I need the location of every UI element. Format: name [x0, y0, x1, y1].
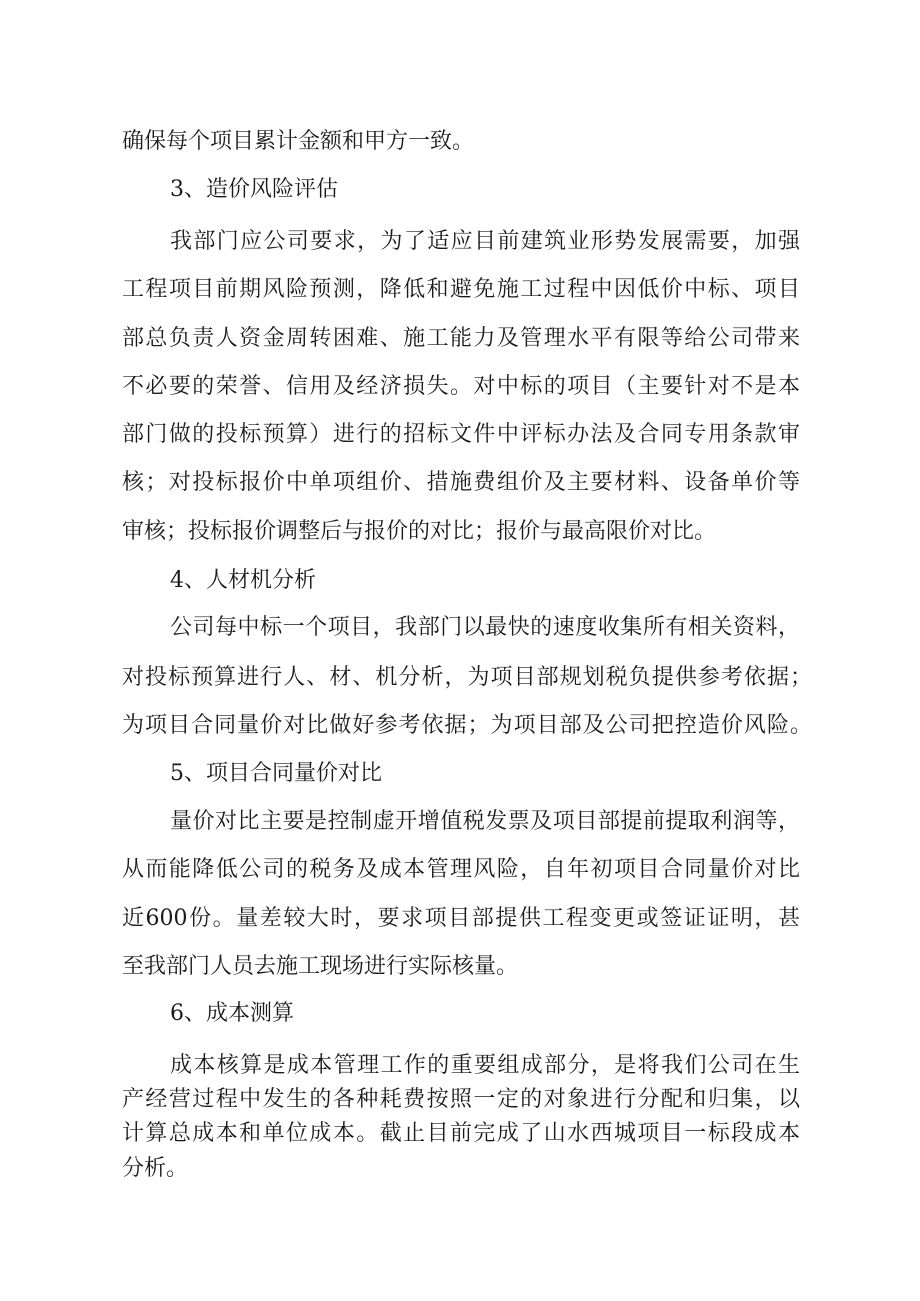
section-heading-5: 5、项目合同量价对比: [170, 761, 382, 786]
paragraph-line: 至我部门人员去施工现场进行实际核量。: [122, 954, 519, 979]
section-heading-6: 6、成本测算: [170, 1001, 294, 1026]
paragraph-line: 成本核算是成本管理工作的重要组成部分，是将我们公司在生: [170, 1053, 800, 1078]
section-heading-3: 3、造价风险评估: [170, 177, 338, 202]
paragraph-line: 公司每中标一个项目，我部门以最快的速度收集所有相关资料，: [170, 615, 800, 640]
paragraph-line: 确保每个项目累计金额和甲方一致。: [122, 129, 475, 154]
paragraph-line: 近600份。量差较大时，要求项目部提供工程变更或签证证明，甚: [122, 906, 800, 931]
paragraph-line: 审核；投标报价调整后与报价的对比；报价与最高限价对比。: [122, 519, 717, 544]
paragraph-line: 为项目合同量价对比做好参考依据；为项目部及公司把控造价风险。: [122, 713, 812, 738]
paragraph-line: 工程项目前期风险预测，降低和避免施工过程中因低价中标、项目: [122, 277, 800, 302]
paragraph-line: 部总负责人资金周转困难、施工能力及管理水平有限等给公司带来: [122, 326, 800, 351]
paragraph-line: 分析。: [122, 1156, 189, 1181]
paragraph-line: 我部门应公司要求，为了适应目前建筑业形势发展需要，加强: [170, 229, 800, 254]
paragraph-line: 量价对比主要是控制虚开增值税发票及项目部提前提取利润等，: [170, 809, 800, 834]
paragraph-line: 从而能降低公司的税务及成本管理风险，自年初项目合同量价对比: [122, 857, 800, 882]
paragraph-line: 核；对投标报价中单项组价、措施费组价及主要材料、设备单价等: [122, 470, 800, 495]
section-heading-4: 4、人材机分析: [170, 568, 316, 593]
paragraph-line: 不必要的荣誉、信用及经济损失。对中标的项目（主要针对不是本: [122, 374, 800, 399]
paragraph-line: 计算总成本和单位成本。截止目前完成了山水西城项目一标段成本: [122, 1121, 800, 1146]
paragraph-line: 对投标预算进行人、材、机分析，为项目部规划税负提供参考依据；: [122, 665, 812, 690]
paragraph-line: 产经营过程中发生的各种耗费按照一定的对象进行分配和归集，以: [122, 1087, 800, 1112]
paragraph-line: 部门做的投标预算）进行的招标文件中评标办法及合同专用条款审: [122, 422, 800, 447]
